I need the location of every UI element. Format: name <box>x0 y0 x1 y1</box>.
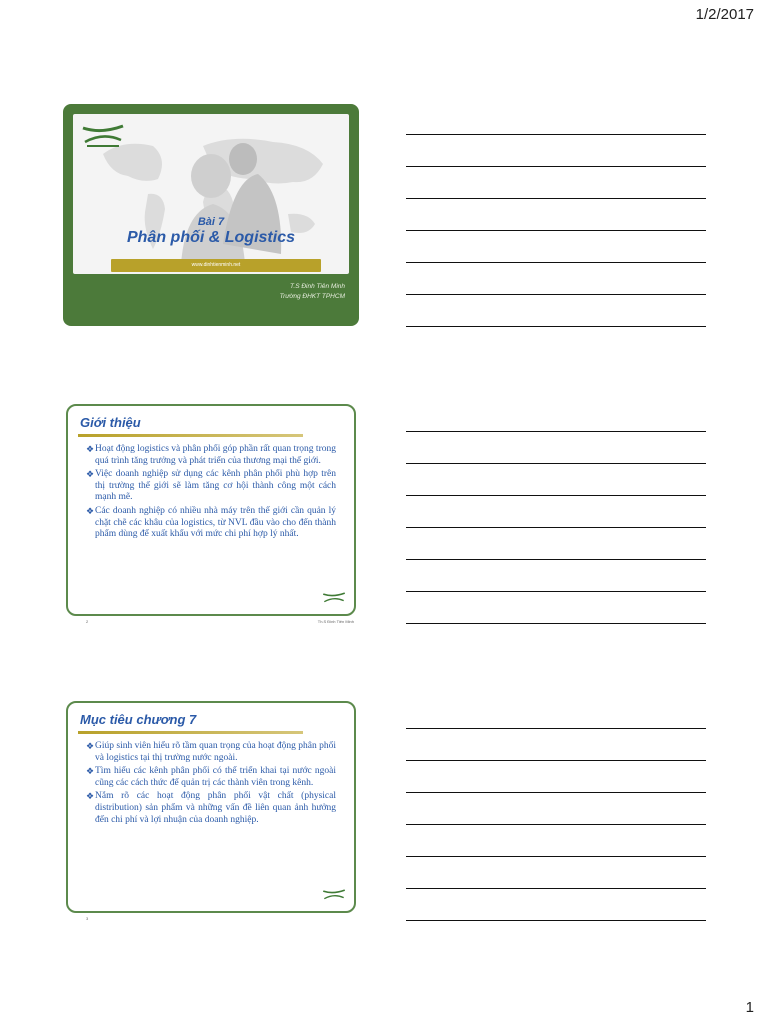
diamond-bullet-icon: ❖ <box>86 444 95 454</box>
diamond-bullet-icon: ❖ <box>86 469 95 480</box>
bullet-item: ❖ Hoạt động logistics và phân phối góp phần rất quan trọng trong quá trình tăng trưởng và phát triển của thương mại thế giới. <box>86 444 336 466</box>
author-name: T.S Đinh Tiên Minh <box>290 283 345 290</box>
author-school: Trường ĐHKT TPHCM <box>279 293 345 300</box>
slide-2-intro <box>66 404 356 616</box>
note-line <box>406 198 706 199</box>
note-line <box>406 527 706 528</box>
note-line <box>406 591 706 592</box>
diamond-bullet-icon: ❖ <box>86 741 95 751</box>
slide-1-title-text: Phân phối & Logistics <box>126 229 295 246</box>
diamond-bullet-icon: ❖ <box>86 791 95 802</box>
university-logo-icon <box>322 889 346 903</box>
diamond-bullet-icon: ❖ <box>86 766 95 777</box>
note-line <box>406 792 706 793</box>
note-line <box>406 262 706 263</box>
note-line <box>406 824 706 825</box>
note-line <box>406 760 706 761</box>
university-logo-icon <box>322 592 346 606</box>
note-line <box>406 134 706 135</box>
note-line <box>406 888 706 889</box>
slide-1-title <box>63 104 359 326</box>
heading-underline <box>78 434 303 437</box>
slide-author: Th.S Đinh Tiên Minh <box>317 619 354 624</box>
note-line <box>406 294 706 295</box>
university-logo-icon <box>81 124 125 150</box>
bullet-item: ❖ Giúp sinh viên hiểu rõ tầm quan trọng của hoạt động phân phối và logistics tại thị trường nước ngoài. <box>86 741 336 763</box>
heading-underline <box>78 731 303 734</box>
note-line <box>406 431 706 432</box>
note-line <box>406 856 706 857</box>
bullet-item: ❖ Các doanh nghiệp có nhiều nhà máy trên thế giới cần quản lý chặt chẽ các khâu của logistics, từ NVL đầu vào cho đến thành phẩm dùng để xuất khẩu với mức chi phí hợp lý nhất. <box>86 505 336 540</box>
diamond-bullet-icon: ❖ <box>86 505 95 516</box>
date: 1/2/2017 <box>695 6 754 23</box>
note-line <box>406 495 706 496</box>
slide-3-bullets <box>86 741 336 828</box>
slide-number: 3 <box>86 916 89 921</box>
note-line <box>406 559 706 560</box>
slide-3-objectives <box>66 701 356 913</box>
note-line <box>406 920 706 921</box>
slide-number: 2 <box>86 619 89 624</box>
slide-2-heading: Giới thiệu <box>80 415 141 430</box>
note-line <box>406 230 706 231</box>
bullet-item: ❖ Việc doanh nghiệp sử dụng các kênh phân phối phù hợp trên thị trường thế giới sẽ làm tăng cơ hội thành công một cách mạnh mẽ. <box>86 469 336 503</box>
lesson-number: Bài 7 <box>197 216 225 228</box>
bullet-item: ❖ Tìm hiểu các kênh phân phối có thể triển khai tại nước ngoài cũng các cách thức để quản trị các thành viên trong kênh. <box>86 766 336 788</box>
note-line <box>406 326 706 327</box>
note-line <box>406 166 706 167</box>
note-line <box>406 728 706 729</box>
slide-2-bullets <box>86 444 336 543</box>
note-line <box>406 623 706 624</box>
page-number: 1 <box>745 999 754 1016</box>
author-info <box>280 282 345 302</box>
slide-3-heading: Mục tiêu chương 7 <box>80 712 197 727</box>
slide-1-inner <box>73 114 349 274</box>
bullet-item: ❖ Nắm rõ các hoạt động phân phối vật chất (physical distribution) sản phẩm và những vấn đề liên quan ảnh hưởng đến chi phí và lợi nhuận của doanh nghiệp. <box>86 791 336 825</box>
website-bar: www.dinhtienminh.net <box>111 259 321 272</box>
note-line <box>406 463 706 464</box>
